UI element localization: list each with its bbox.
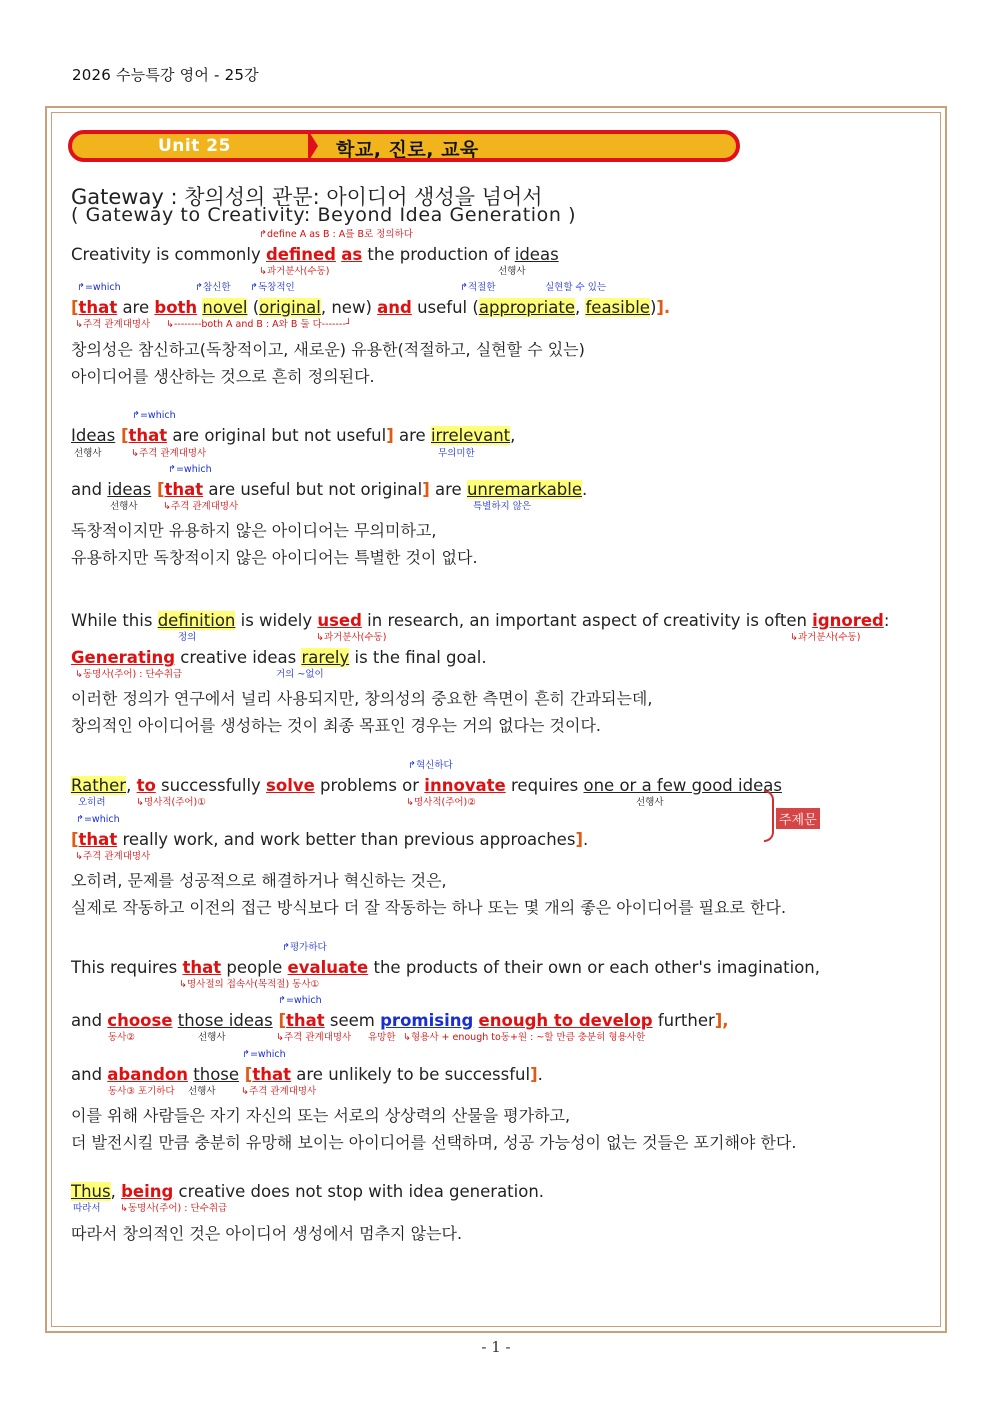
keyword-evaluate: evaluate [287, 958, 369, 977]
annotation-which: ↱=which [278, 995, 322, 1006]
annotation-gerund: ↳동명사(주어) : 단수취급 [120, 1203, 228, 1214]
keyword-rather: Rather [71, 776, 127, 795]
text: , new) [320, 298, 378, 317]
sentence-5-line-2 [71, 1011, 729, 1030]
keyword-that: that [252, 1065, 292, 1084]
translation-6: 따라서 창의적인 것은 아이디어 생성에서 멈추지 않는다. [71, 1224, 463, 1243]
passage-title-korean: Gateway : 창의성의 관문: 아이디어 생성을 넘어서 [71, 185, 543, 209]
bracket: [ [151, 480, 165, 499]
annotation-conj: ↳명사절의 접속사(목적절) 동사① [179, 979, 320, 990]
keyword-as: as [341, 245, 363, 264]
keyword-one-or-few: one or a few good ideas [583, 776, 782, 795]
translation-2b: 유용하지만 독창적이지 않은 아이디어는 특별한 것이 없다. [71, 548, 478, 567]
translation-4b: 실제로 작동하고 이전의 접근 방식보다 더 잘 작동하는 하나 또는 몇 개의 좋은 아이디어를 필요로 한다. [71, 898, 787, 917]
text: the products of their own or each other's imagination, [368, 958, 820, 977]
annotation-ignored: ↳과거분사(수동) [790, 632, 861, 643]
keyword-both: both [154, 298, 198, 317]
annotation-relpron: ↳주격 관계대명사 [75, 319, 151, 330]
annotation-novel: ↱참신한 [195, 282, 231, 293]
annotation-relpron: ↳주격 관계대명사 [241, 1086, 317, 1097]
text: creative does not stop with idea generation. [173, 1182, 545, 1201]
annotation-which: ↱=which [132, 410, 176, 421]
text: and [71, 1065, 108, 1084]
keyword-defined: defined [265, 245, 336, 264]
annotation-definition: 정의 [178, 632, 197, 643]
unit-title: 학교, 진로, 교육 [336, 139, 479, 161]
keyword-ignored: ignored [812, 611, 884, 630]
text: seem [324, 1011, 381, 1030]
text: are unlikely to be successful [291, 1065, 531, 1084]
annotation-antecedent: 선행사 [636, 797, 664, 808]
annotation-which: ↱=which [76, 814, 120, 825]
keyword-thus: Thus [71, 1182, 111, 1201]
keyword-that: that [182, 958, 222, 977]
translation-4a: 오히려, 문제를 성공적으로 해결하거나 혁신하는 것은, [71, 871, 447, 890]
text: , [126, 776, 137, 795]
annotation-used: ↳과거분사(수동) [316, 632, 387, 643]
sentence-1-line-2 [71, 298, 670, 317]
annotation-antecedent: 선행사 [74, 448, 102, 459]
bracket: [ [71, 830, 79, 849]
text: is the final goal. [349, 648, 487, 667]
annotation-appropriate: ↱적절한 [460, 282, 496, 293]
bracket: ]. [656, 298, 671, 317]
keyword-that: that [286, 1011, 325, 1030]
keyword-being: being [121, 1182, 174, 1201]
text: further [652, 1011, 715, 1030]
annotation-thus: 따라서 [73, 1203, 101, 1214]
text: Creativity is commonly [71, 245, 266, 264]
annotation-original: ↱독창적인 [250, 282, 295, 293]
translation-2a: 독창적이지만 유용하지 않은 아이디어는 무의미하고, [71, 521, 437, 540]
text: , [510, 426, 516, 445]
annotation-unremarkable: 특별하지 않은 [473, 501, 532, 512]
text: are original but not useful [167, 426, 387, 445]
text: ( [247, 298, 260, 317]
keyword-novel: novel [202, 298, 248, 317]
text: is widely [235, 611, 318, 630]
keyword-enough-to-develop: enough to develop [478, 1011, 653, 1030]
annotation-rather: 오히려 [78, 797, 106, 808]
bracket: [ [71, 298, 79, 317]
bracket: [ [272, 1011, 286, 1030]
annotation-evaluate: ↱평가하다 [282, 942, 327, 953]
text: the production of [362, 245, 515, 264]
text: . [582, 480, 588, 499]
text: . [537, 1065, 543, 1084]
bracket: ] [422, 480, 430, 499]
translation-3a: 이러한 정의가 연구에서 널리 사용되지만, 창의성의 중요한 측면이 흔히 간과되는데, [71, 689, 653, 708]
translation-5b: 더 발전시킬 만큼 충분히 유망해 보이는 아이디어를 선택하며, 성공 가능성이 없는 것들은 포기해야 한다. [71, 1133, 797, 1152]
annotation-relpron: ↳주격 관계대명사 [75, 851, 151, 862]
keyword-ideas: ideas [107, 480, 152, 499]
text: : [883, 611, 890, 630]
keyword-promising: promising [380, 1011, 474, 1030]
unit-banner [68, 130, 740, 162]
keyword-those: those [193, 1065, 240, 1084]
keyword-ideas: ideas [514, 245, 559, 264]
text: people [221, 958, 288, 977]
text: are [393, 426, 431, 445]
annotation-both: ↳--------both A and B : A와 B 둘 다-------┘ [166, 319, 352, 330]
text: , [574, 298, 586, 317]
annotation-which: ↱=which [77, 282, 121, 293]
text: really work, and work better than previous approaches [117, 830, 576, 849]
keyword-that: that [78, 298, 118, 317]
keyword-that: that [164, 480, 204, 499]
keyword-definition: definition [157, 611, 236, 630]
sentence-6-line-1 [71, 1182, 544, 1201]
text: , [110, 1182, 122, 1201]
annotation-relpron: ↳주격 관계대명사 [163, 501, 239, 512]
annotation-define: ↱define A as B : A를 B로 정의하다 [259, 229, 413, 240]
annotation-which: ↱=which [242, 1049, 286, 1060]
topic-brace [764, 790, 774, 842]
keyword-used: used [317, 611, 362, 630]
annotation-enough: ↳형용사 + enough to동+원 : ~할 만큼 충분히 형용사한 [403, 1032, 646, 1043]
text: in research, an important aspect of creativity is often [361, 611, 813, 630]
text: and [71, 480, 108, 499]
keyword-innovate: innovate [424, 776, 506, 795]
sentence-4-line-2 [71, 830, 588, 849]
bracket: ] [575, 830, 583, 849]
text: are useful but not original [203, 480, 423, 499]
bracket: ] [386, 426, 394, 445]
translation-1b: 아이디어를 생산하는 것으로 흔히 정의된다. [71, 367, 375, 386]
document-header: 2026 수능특강 영어 - 25강 [72, 66, 259, 84]
keyword-appropriate: appropriate [478, 298, 575, 317]
keyword-feasible: feasible [585, 298, 650, 317]
text: useful ( [411, 298, 479, 317]
annotation-antecedent: 선행사 [198, 1032, 226, 1043]
keyword-that: that [128, 426, 168, 445]
keyword-and: and [377, 298, 412, 317]
sentence-2-line-1 [71, 426, 515, 445]
keyword-ideas: Ideas [71, 426, 116, 445]
bracket: [ [239, 1065, 253, 1084]
annotation-relpron: ↳주격 관계대명사 [276, 1032, 352, 1043]
annotation-which: ↱=which [168, 464, 212, 475]
sentence-3-line-2 [71, 648, 487, 667]
text: are [117, 298, 155, 317]
sentence-1-line-1 [71, 245, 559, 264]
keyword-unremarkable: unremarkable [466, 480, 583, 499]
annotation-verb3: 동사③ 포기하다 [108, 1086, 175, 1097]
annotation-irrelevant: 무의미한 [438, 448, 475, 459]
text: This requires [71, 958, 183, 977]
bracket: ], [714, 1011, 729, 1030]
annotation-antecedent: 선행사 [110, 501, 138, 512]
keyword-those-ideas: those ideas [177, 1011, 273, 1030]
banner-divider [308, 130, 318, 162]
keyword-abandon: abandon [107, 1065, 189, 1084]
text: and [71, 1011, 108, 1030]
topic-sentence-badge: 주제문 [776, 808, 820, 829]
text: requires [505, 776, 584, 795]
text: problems or [314, 776, 425, 795]
translation-1a: 창의성은 참신하고(독창적이고, 새로운) 유용한(적절하고, 실현할 수 있는) [71, 340, 585, 359]
sentence-4-line-1 [71, 776, 782, 795]
annotation-rarely: 거의 ~없이 [276, 669, 324, 680]
translation-3b: 창의적인 아이디어를 생성하는 것이 최종 목표인 경우는 거의 없다는 것이다. [71, 716, 601, 735]
annotation-promising: 유망한 [368, 1032, 396, 1043]
annotation-gerund: ↳동명사(주어) : 단수취급 [75, 669, 183, 680]
text: are [429, 480, 467, 499]
bracket: ] [530, 1065, 538, 1084]
sentence-5-line-3 [71, 1065, 543, 1084]
annotation-feasible: 실현할 수 있는 [545, 282, 607, 293]
sentence-5-line-1 [71, 958, 820, 977]
translation-5a: 이를 위해 사람들은 자기 자신의 또는 서로의 상상력의 산물을 평가하고, [71, 1106, 571, 1125]
annotation-antecedent: 선행사 [498, 266, 526, 277]
annotation-inf1: ↳명사적(주어)① [136, 797, 206, 808]
annotation-inf2: ↳명사적(주어)② [406, 797, 476, 808]
keyword-original: original [259, 298, 321, 317]
keyword-rarely: rarely [301, 648, 350, 667]
bracket: [ [115, 426, 129, 445]
keyword-that: that [78, 830, 118, 849]
sentence-3-line-1 [71, 611, 889, 630]
sentence-2-line-2 [71, 480, 587, 499]
keyword-choose: choose [107, 1011, 173, 1030]
text: While this [71, 611, 158, 630]
annotation-pastpart: ↳과거분사(수동) [259, 266, 330, 277]
text: . [582, 830, 589, 849]
text: ) [649, 298, 657, 317]
annotation-verb2: 동사② [108, 1032, 135, 1043]
keyword-solve: solve [266, 776, 315, 795]
annotation-relpron: ↳주격 관계대명사 [131, 448, 207, 459]
annotation-innovate: ↱혁신하다 [408, 760, 453, 771]
keyword-irrelevant: irrelevant [430, 426, 511, 445]
keyword-generating: Generating [71, 648, 176, 667]
passage-title-english: ( Gateway to Creativity: Beyond Idea Generation ) [71, 204, 577, 226]
text: successfully [155, 776, 267, 795]
annotation-antecedent: 선행사 [188, 1086, 216, 1097]
keyword-to: to [136, 776, 156, 795]
page-number: - 1 - [481, 1338, 511, 1356]
unit-label: Unit 25 [158, 136, 231, 156]
text: creative ideas [175, 648, 302, 667]
